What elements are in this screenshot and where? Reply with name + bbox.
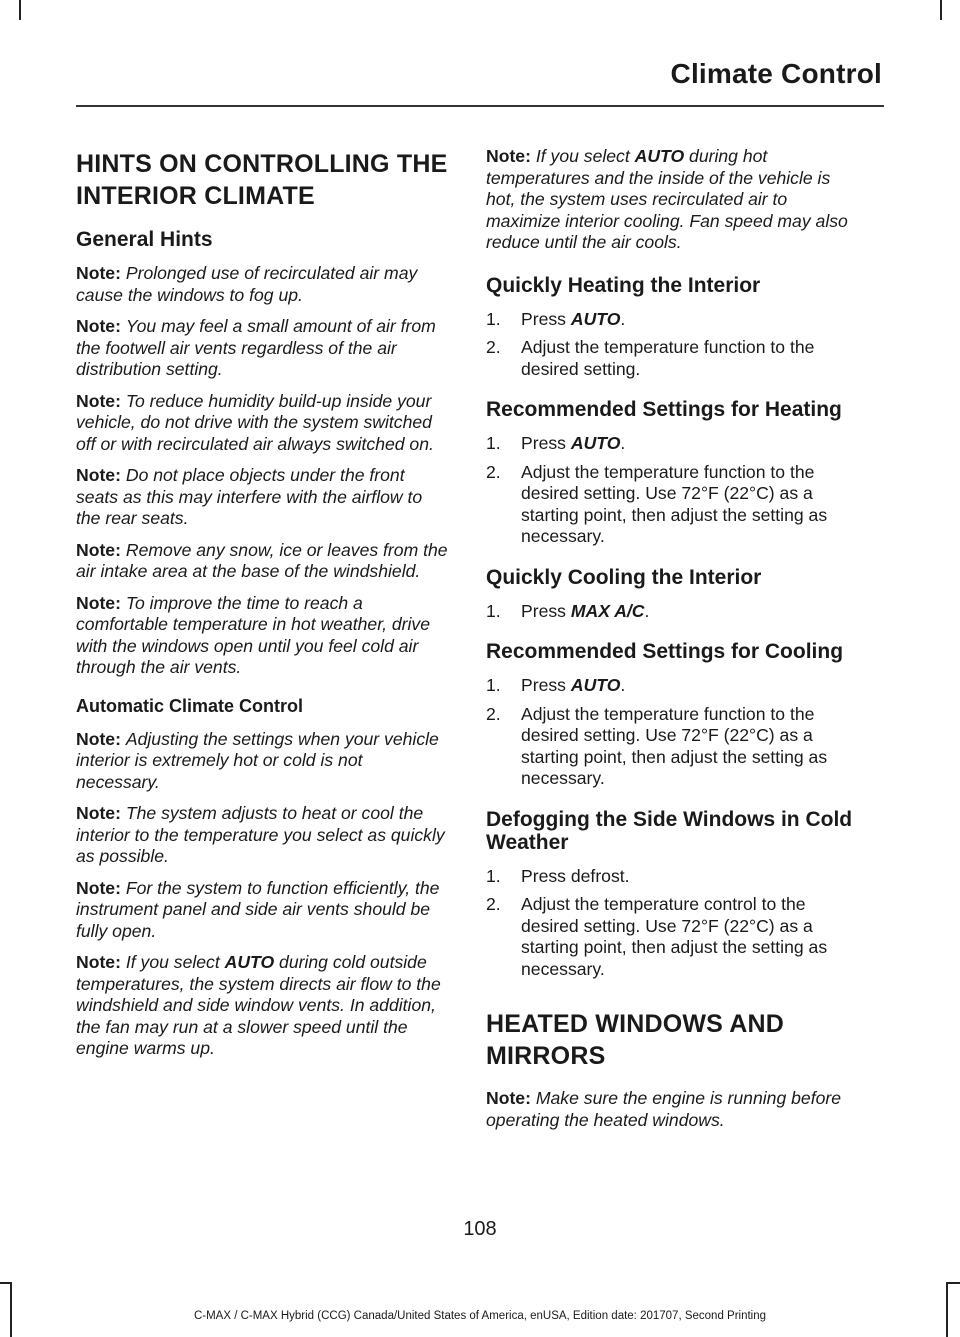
note-label: Note:	[76, 465, 121, 485]
note-text: To improve the time to reach a comfortable temperature in hot weather, drive with the windows open until you feel cold air through the air vents.	[76, 592, 431, 677]
right-column	[486, 146, 858, 1141]
note-label: Note:	[486, 146, 531, 166]
steps-quick-cooling	[486, 601, 858, 623]
note-label: Note:	[76, 390, 121, 411]
page-header-title: Climate Control	[670, 58, 882, 89]
max-ac-keyword: MAX A/C	[570, 600, 645, 621]
subheading-recommended-cooling: Recommended Settings for Cooling	[486, 640, 844, 663]
crop-mark-bottom-left-h	[0, 1282, 12, 1284]
subheading-automatic-climate: Automatic Climate Control	[76, 695, 304, 716]
note-text: Adjusting the settings when your vehicle interior is extremely hot or cold is not necessary.	[76, 728, 439, 792]
note-label: Note:	[76, 263, 121, 283]
note-text: Do not place objects under the front seats as this may interfere with the airflow to the rear seats.	[76, 465, 423, 528]
crop-mark-bottom-right-h	[946, 1282, 960, 1284]
note-vents-open	[76, 878, 448, 943]
list-item: 2. Adjust the temperature function to the desired setting. Use 72°F (22°C) as a starting point, then adjust the setting as necessary.	[486, 461, 828, 546]
list-item: 1. Press AUTO.	[486, 433, 626, 453]
list-item: 1. Press MAX A/C.	[486, 600, 650, 621]
list-item: 1. Press AUTO.	[486, 308, 626, 329]
note-label: Note:	[76, 539, 121, 560]
note-label: Note:	[76, 877, 121, 898]
footer-edition-info: C-MAX / C-MAX Hybrid (CCG) Canada/United States of America, enUSA, Edition date: 201707, Second Printing	[193, 1310, 767, 1322]
left-column	[76, 148, 448, 1070]
note-text: For the system to function efficiently, the instrument panel and side air vents should be fully open.	[76, 877, 440, 941]
note-label: Note:	[76, 728, 121, 749]
note-text: The system adjusts to heat or cool the interior to the temperature you select as quickly as possible.	[76, 803, 445, 866]
note-text: If you select AUTO during cold outside temperatures, the system directs air flow to the windshield and side window vents. In addition, the fan may run at a slower speed until the engine warms up.	[76, 952, 441, 1058]
subheading-quick-cooling: Quickly Cooling the Interior	[486, 565, 762, 589]
header-rule	[76, 105, 884, 107]
note-label: Note:	[76, 316, 121, 336]
note-footwell-air	[76, 316, 448, 381]
note-text: Make sure the engine is running before operating the heated windows.	[486, 1088, 842, 1130]
note-label: Note:	[76, 592, 121, 613]
note-heated-windows	[486, 1088, 858, 1131]
note-auto-cold	[76, 952, 448, 1060]
note-label: Note:	[76, 952, 121, 972]
auto-keyword: AUTO	[570, 308, 621, 329]
crop-mark-top-left-v	[19, 0, 21, 20]
list-item: 1. Press AUTO.	[486, 675, 626, 695]
section-heading-hints: HINTS ON CONTROLLING THE INTERIOR CLIMATE	[76, 150, 448, 210]
subheading-defogging: Defogging the Side Windows in Cold Weather	[486, 807, 853, 854]
note-extreme-temperature	[76, 729, 448, 794]
subheading-general-hints: General Hints	[76, 228, 213, 251]
section-heading-heated-windows: HEATED WINDOWS AND MIRRORS	[486, 1010, 785, 1070]
auto-keyword: AUTO	[634, 146, 685, 166]
note-label: Note:	[76, 803, 121, 823]
note-objects-under-seats	[76, 465, 448, 530]
note-hot-weather	[76, 593, 448, 679]
note-text: Prolonged use of recirculated air may cause the windows to fog up.	[76, 263, 418, 305]
list-item: 2. Adjust the temperature function to the desired setting.	[486, 337, 815, 379]
note-text: Remove any snow, ice or leaves from the air intake area at the base of the windshield.	[76, 539, 448, 581]
note-system-adjusts	[76, 803, 448, 868]
auto-keyword: AUTO	[570, 675, 621, 695]
subheading-recommended-heating: Recommended Settings for Heating	[486, 398, 842, 421]
note-recirculated-air	[76, 263, 448, 306]
note-auto-hot	[486, 146, 858, 254]
note-humidity	[76, 391, 448, 456]
crop-mark-top-right-v	[940, 0, 942, 20]
list-item: 1. Press defrost.	[486, 865, 630, 886]
note-text: If you select AUTO during hot temperatures and the inside of the vehicle is hot, the system uses recirculated air to maximize interior cooling. Fan speed may also reduce until the air cools.	[486, 146, 848, 252]
auto-keyword: AUTO	[224, 952, 275, 972]
steps-recommended-heating	[486, 433, 858, 548]
subheading-quick-heating: Quickly Heating the Interior	[486, 273, 761, 297]
note-air-intake	[76, 540, 448, 583]
steps-recommended-cooling	[486, 675, 858, 790]
auto-keyword: AUTO	[570, 433, 621, 453]
list-item: 2. Adjust the temperature control to the desired setting. Use 72°F (22°C) as a starting point, then adjust the setting as necessary.	[486, 894, 828, 979]
steps-defogging	[486, 866, 858, 981]
steps-quick-heating	[486, 309, 858, 381]
note-text: You may feel a small amount of air from the footwell air vents regardless of the air distribution setting.	[76, 316, 436, 379]
list-item: 2. Adjust the temperature function to the desired setting. Use 72°F (22°C) as a starting point, then adjust the setting as necessary.	[486, 703, 828, 788]
note-text: To reduce humidity build-up inside your vehicle, do not drive with the system switched off or with recirculated air always switched on.	[76, 390, 434, 454]
page-number: 108	[463, 1218, 497, 1240]
note-label: Note:	[486, 1088, 531, 1108]
